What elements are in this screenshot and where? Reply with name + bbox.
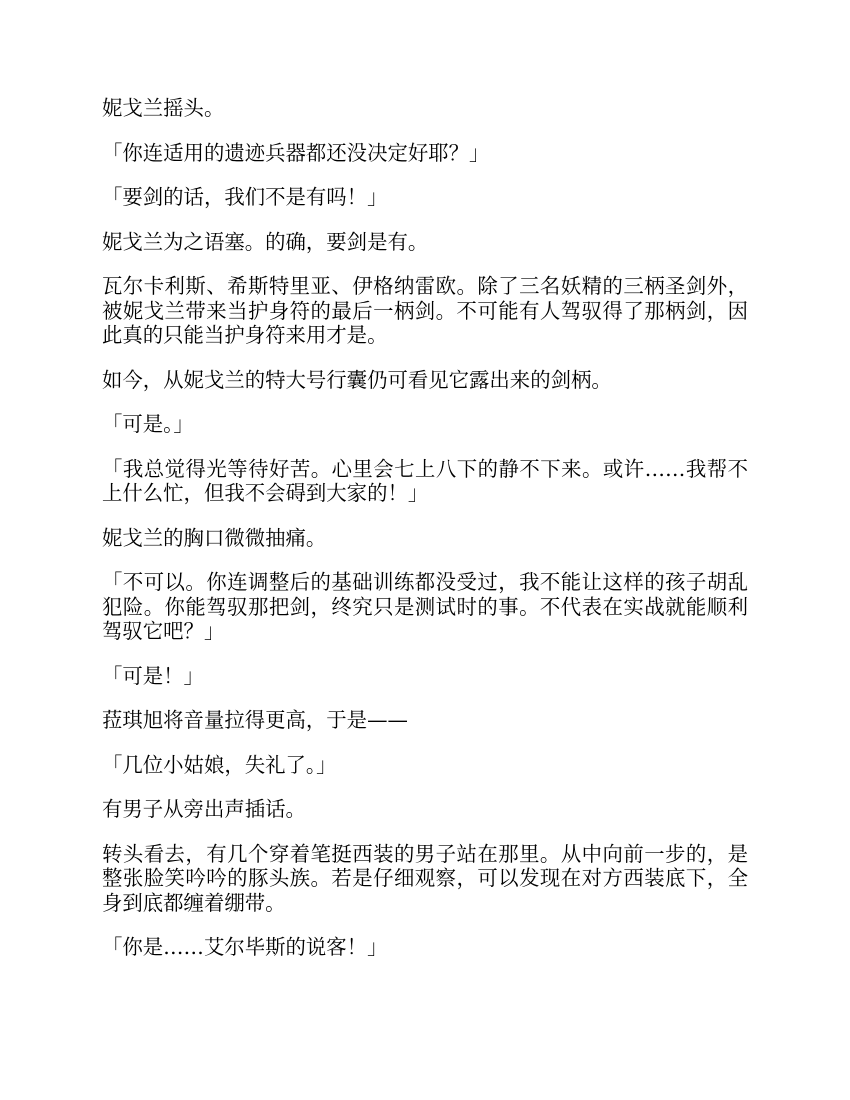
paragraph: 菈琪旭将音量拉得更高，于是—— — [102, 708, 408, 732]
paragraph: 瓦尔卡利斯、希斯特里亚、伊格纳雷欧。除了三名妖精的三柄圣剑外，被妮戈兰带来当护身符的最后一柄剑。不可能有人驾驭得了那柄剑，因此真的只能当护身符来用才是。 — [102, 274, 748, 347]
paragraph: 「几位小姑娘，失礼了。」 — [102, 752, 337, 777]
paragraph: 「可是！」 — [102, 663, 204, 688]
paragraph: 妮戈兰的胸口微微抽痛。 — [102, 525, 327, 550]
paragraph: 「可是。」 — [102, 412, 194, 436]
paragraph: 「你是……艾尔毕斯的说客！」 — [102, 935, 388, 959]
paragraph: 有男子从旁出声插话。 — [102, 797, 306, 821]
paragraph: 「要剑的话，我们不是有吗！」 — [102, 185, 388, 209]
paragraph: 转头看去，有几个穿着笔挺西装的男子站在那里。从中向前一步的，是整张脸笑吟吟的豚头族。若是仔细观察，可以发现在对方西装底下，全身到底都缠着绷带。 — [102, 841, 748, 915]
document-page — [102, 96, 748, 980]
paragraph: 妮戈兰为之语塞。的确，要剑是有。 — [102, 229, 429, 254]
paragraph: 「我总觉得光等待好苦。心里会七上八下的静不下来。或许……我帮不上什么忙，但我不会碍到大家的！」 — [102, 456, 748, 505]
paragraph: 如今，从妮戈兰的特大号行囊仍可看见它露出来的剑柄。 — [102, 367, 612, 392]
paragraph: 「你连适用的遗迹兵器都还没决定好耶？」 — [102, 140, 490, 165]
paragraph: 「不可以。你连调整后的基础训练都没受过，我不能让这样的孩子胡乱犯险。你能驾驭那把剑，终究只是测试时的事。不代表在实战就能顺利驾驭它吧？」 — [102, 570, 748, 643]
paragraph: 妮戈兰摇头。 — [102, 96, 225, 120]
